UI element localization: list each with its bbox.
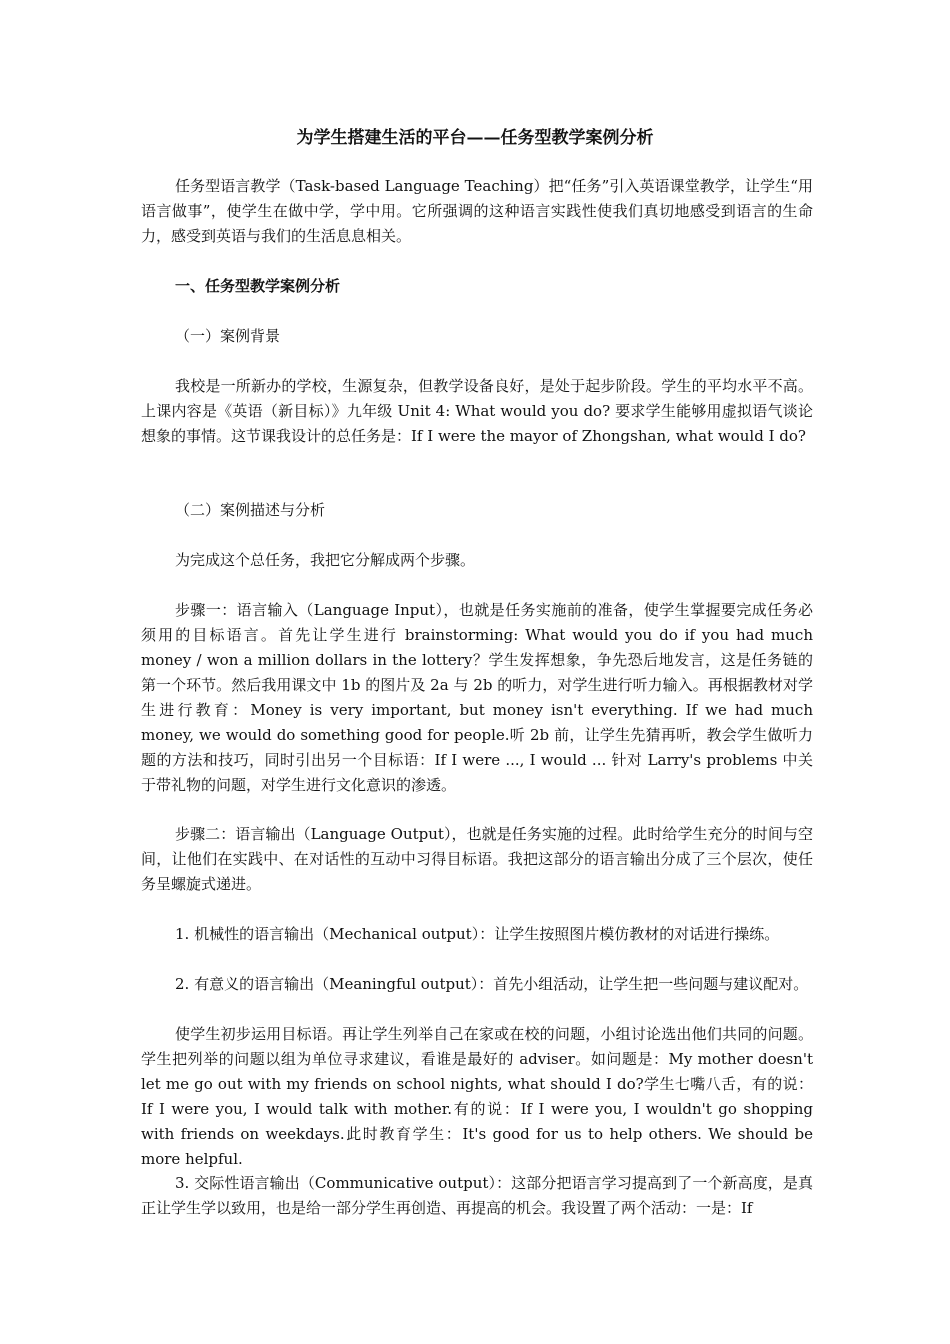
task-split-paragraph: 为完成这个总任务，我把它分解成两个步骤。 bbox=[175, 551, 476, 569]
document-title: 为学生搭建生活的平台——任务型教学案例分析 bbox=[296, 128, 654, 148]
background-paragraph: 我校是一所新办的学校，生源复杂，但教学设备良好，是处于起步阶段。学生的平均水平不高。上课内容是《英语（新目标）》九年级 Unit 4: What would you do? 要求学生能够用虚拟语气谈论想象的事情。这节课我设计的总任务是：If I were the mayor of Zhongshan, what would I do? bbox=[141, 377, 813, 445]
step-two-paragraph: 步骤二：语言输出（Language Output），也就是任务实施的过程。此时给学生充分的时间与空间，让他们在实践中、在对话性的互动中习得目标语。我把这部分的语言输出分成了三个层次，使任务呈螺旋式递进。 bbox=[141, 825, 813, 893]
intro-paragraph: 任务型语言教学（Task-based Language Teaching）把“任务”引入英语课堂教学，让学生“用语言做事”，使学生在做中学，学中用。它所强调的这种语言实践性使我们真切地感受到语言的生命力，感受到英语与我们的生活息息相关。 bbox=[141, 177, 813, 245]
meaningful-output-detail-paragraph: 使学生初步运用目标语。再让学生列举自己在家或在校的问题，小组讨论选出他们共同的问题。学生把列举的问题以组为单位寻求建议，看谁是最好的 adviser。如问题是：My mother doesn't let me go out with my friends on school nights, what should I do?学生七嘴八舌，有的说：If I were you, I would talk with mother.有的说：If I were you, I wouldn't go shopping with friends on weekdays.此时教育学生：It's good for us to help others. We should be more helpful. bbox=[141, 1025, 813, 1168]
section-heading-1: 一、任务型教学案例分析 bbox=[175, 277, 341, 295]
subsection-heading-background: （一）案例背景 bbox=[175, 327, 281, 345]
step-one-paragraph: 步骤一：语言输入（Language Input），也就是任务实施前的准备，使学生掌握要完成任务必须用的目标语言。首先让学生进行 brainstorming: What would you do if you had much money / won a million dollars in the lottery？学生发挥想象，争先恐后地发言，这是任务链的第一个环节。然后我用课文中 1b 的图片及 2a 与 2b 的听力，对学生进行听力输入。再根据教材对学生进行教育：Money is very important, but money isn't everything. If we had much money, we would do something good for people.听 2b 前，让学生先猜再听，教会学生做听力题的方法和技巧，同时引出另一个目标语：If I were ..., I would ... 针对 Larry's problems 中关于带礼物的问题，对学生进行文化意识的渗透。 bbox=[141, 601, 813, 794]
communicative-output-paragraph: 3. 交际性语言输出（Communicative output）：这部分把语言学习提高到了一个新高度，是真正让学生学以致用，也是给一部分学生再创造、再提高的机会。我设置了两个活动：一是：If bbox=[141, 1174, 813, 1217]
meaningful-output-paragraph: 2. 有意义的语言输出（Meaningful output）：首先小组活动，让学生把一些问题与建议配对。 bbox=[175, 975, 809, 993]
subsection-heading-description: （二）案例描述与分析 bbox=[175, 501, 326, 519]
mechanical-output-paragraph: 1. 机械性的语言输出（Mechanical output）：让学生按照图片模仿教材的对话进行操练。 bbox=[175, 925, 780, 943]
